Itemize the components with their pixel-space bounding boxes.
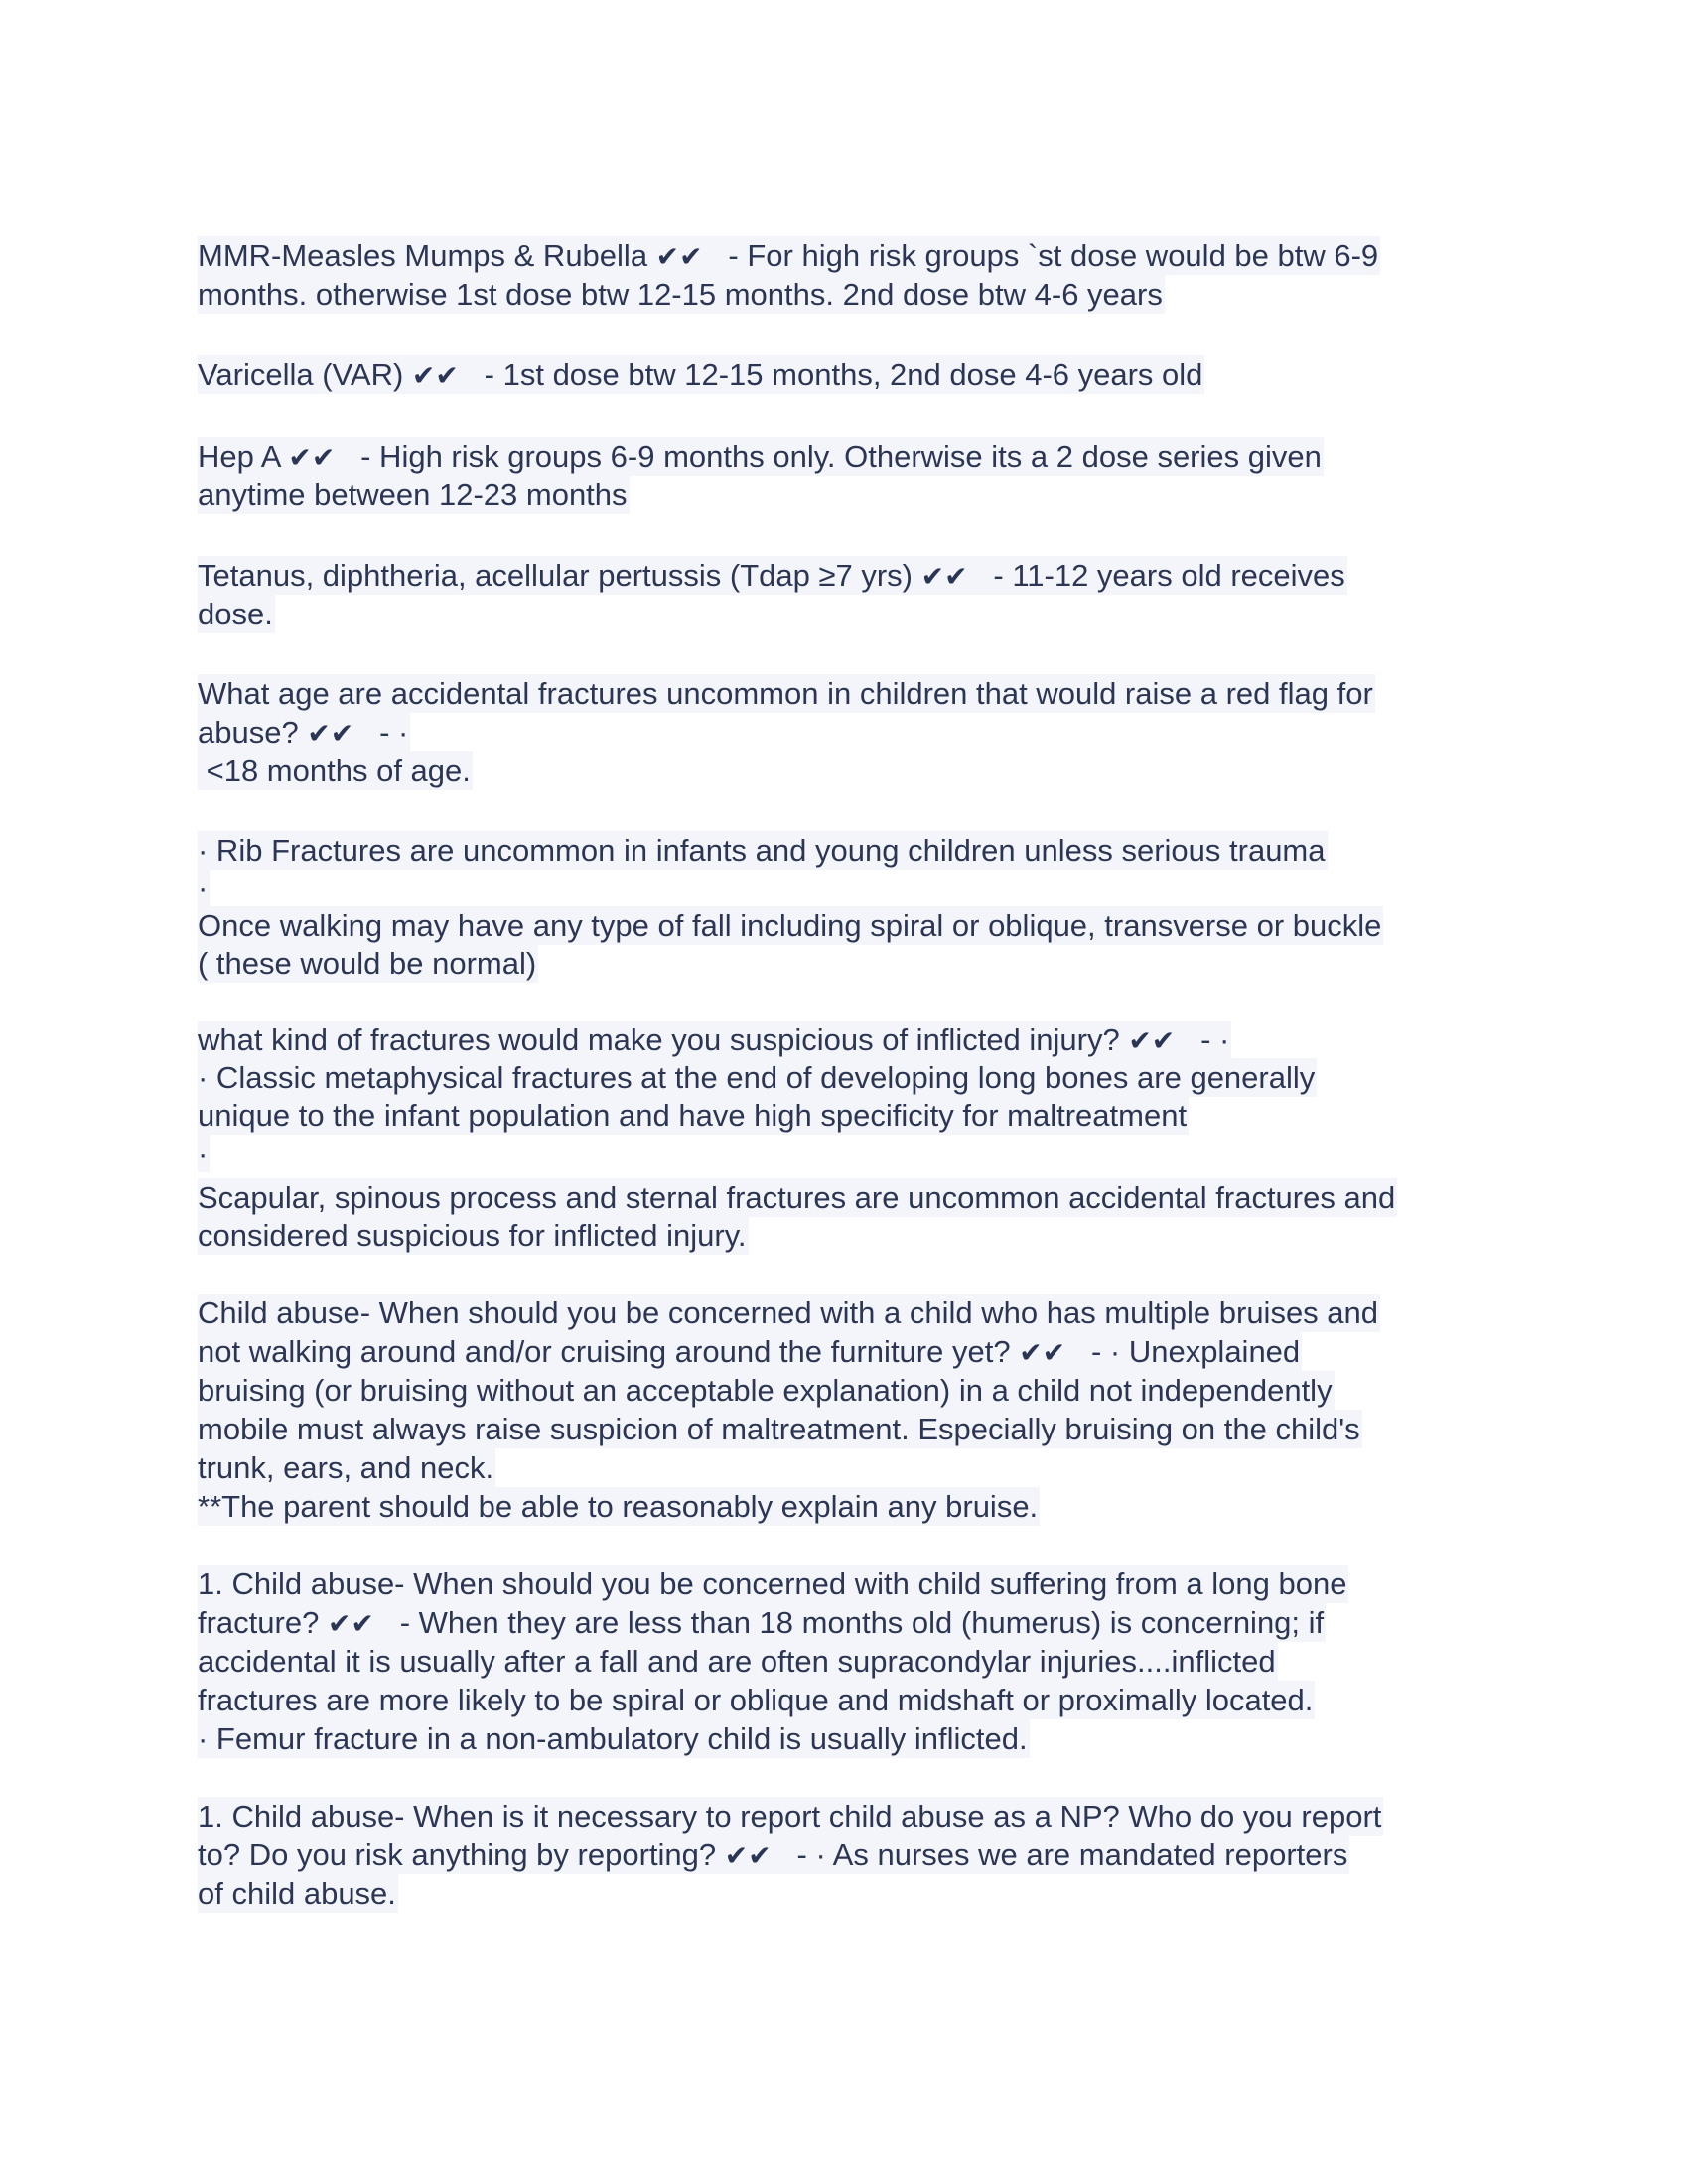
double-check-icon: ✔✔ bbox=[1128, 1024, 1176, 1057]
line-text: · bbox=[198, 871, 209, 905]
question-text: MMR-Measles Mumps & Rubella bbox=[198, 238, 656, 273]
text-line bbox=[198, 906, 1383, 945]
double-check-icon: ✔✔ bbox=[724, 1840, 772, 1872]
text-line bbox=[198, 1565, 1348, 1603]
question-text: what kind of fractures would make you suspicious of inflicted injury? bbox=[198, 1023, 1129, 1057]
text-line bbox=[198, 1332, 1302, 1371]
line-text: dose. bbox=[198, 597, 273, 631]
text-line bbox=[198, 595, 275, 633]
double-check-icon: ✔✔ bbox=[327, 1607, 374, 1640]
text-line bbox=[198, 1797, 1383, 1836]
answer-text: - High risk groups 6-9 months only. Otherwise its a 2 dose series given bbox=[335, 439, 1322, 474]
line-text: fractures are more likely to be spiral or oblique and midshaft or proximally located. bbox=[198, 1683, 1314, 1717]
line-text: Child abuse- When should you be concerned with a child who has multiple bruises and bbox=[198, 1296, 1379, 1330]
line-text: · bbox=[198, 1136, 209, 1170]
question-text: Tetanus, diphtheria, acellular pertussis (Tdap ≥7 yrs) bbox=[198, 558, 921, 593]
text-line bbox=[198, 556, 1347, 595]
text-line bbox=[198, 355, 1204, 394]
text-line bbox=[198, 831, 1328, 870]
line-text: Scapular, spinous process and sternal fractures are uncommon accidental fractures and bbox=[198, 1180, 1396, 1215]
text-line bbox=[198, 236, 1380, 275]
line-text: 1. Child abuse- When should you be concerned with child suffering from a long bone bbox=[198, 1567, 1347, 1601]
double-check-icon: ✔✔ bbox=[920, 560, 968, 593]
text-line bbox=[198, 713, 410, 751]
line-text: · Rib Fractures are uncommon in infants and young children unless serious trauma bbox=[198, 833, 1326, 868]
text-line bbox=[198, 1874, 398, 1913]
double-check-icon: ✔✔ bbox=[288, 441, 336, 474]
text-line bbox=[198, 1178, 1397, 1217]
answer-text: - · Unexplained bbox=[1065, 1334, 1301, 1369]
question-text: fracture? bbox=[198, 1605, 328, 1640]
question-text: Hep A bbox=[198, 439, 289, 474]
line-text: <18 months of age. bbox=[198, 753, 471, 788]
answer-text: - · bbox=[353, 715, 409, 750]
answer-text: - · bbox=[1175, 1023, 1230, 1057]
answer-text: - 1st dose btw 12-15 months, 2nd dose 4-6 years old bbox=[458, 357, 1203, 392]
line-text: · Classic metaphysical fractures at the end of developing long bones are generally bbox=[198, 1060, 1316, 1095]
text-line bbox=[198, 944, 538, 983]
double-check-icon: ✔✔ bbox=[1019, 1336, 1066, 1369]
question-text: abuse? bbox=[198, 715, 308, 750]
text-line bbox=[198, 751, 473, 790]
text-line bbox=[198, 1294, 1380, 1332]
text-line bbox=[198, 476, 630, 514]
line-text: considered suspicious for inflicted injury. bbox=[198, 1218, 747, 1253]
line-text: months. otherwise 1st dose btw 12-15 months. 2nd dose btw 4-6 years bbox=[198, 277, 1163, 312]
text-line bbox=[198, 1134, 210, 1172]
line-text: · Femur fracture in a non-ambulatory child is usually inflicted. bbox=[198, 1721, 1028, 1756]
line-text: of child abuse. bbox=[198, 1876, 396, 1911]
question-text: to? Do you risk anything by reporting? bbox=[198, 1838, 725, 1872]
line-text: unique to the infant population and have high specificity for maltreatment bbox=[198, 1098, 1188, 1133]
line-text: accidental it is usually after a fall and are often supracondylar injuries....inflicted bbox=[198, 1644, 1276, 1679]
answer-text: - 11-12 years old receives bbox=[967, 558, 1345, 593]
line-text: mobile must always raise suspicion of maltreatment. Especially bruising on the child's bbox=[198, 1412, 1360, 1446]
text-line bbox=[198, 1487, 1040, 1526]
line-text: trunk, ears, and neck. bbox=[198, 1450, 494, 1485]
line-text: ( these would be normal) bbox=[198, 946, 537, 981]
text-line bbox=[198, 1642, 1278, 1681]
text-line bbox=[198, 1836, 1349, 1874]
text-line bbox=[198, 275, 1165, 314]
text-line bbox=[198, 1058, 1317, 1097]
text-line bbox=[198, 1719, 1030, 1758]
text-line bbox=[198, 1371, 1335, 1410]
question-text: Varicella (VAR) bbox=[198, 357, 412, 392]
line-text: Once walking may have any type of fall including spiral or oblique, transverse or buckle bbox=[198, 908, 1382, 943]
text-line bbox=[198, 1096, 1189, 1135]
text-line bbox=[198, 1410, 1362, 1448]
line-text: What age are accidental fractures uncommon in children that would raise a red flag for bbox=[198, 676, 1373, 711]
text-line bbox=[198, 1216, 749, 1255]
text-line bbox=[198, 869, 210, 907]
question-text: not walking around and/or cruising around the furniture yet? bbox=[198, 1334, 1020, 1369]
text-line bbox=[198, 1448, 495, 1487]
text-line bbox=[198, 674, 1375, 713]
line-text: bruising (or bruising without an acceptable explanation) in a child not independently bbox=[198, 1373, 1333, 1408]
line-text: **The parent should be able to reasonably explain any bruise. bbox=[198, 1489, 1039, 1524]
double-check-icon: ✔✔ bbox=[307, 717, 354, 750]
double-check-icon: ✔✔ bbox=[655, 240, 703, 273]
line-text: anytime between 12-23 months bbox=[198, 478, 628, 512]
line-text: 1. Child abuse- When is it necessary to report child abuse as a NP? Who do you report bbox=[198, 1799, 1382, 1834]
text-line bbox=[198, 437, 1324, 476]
text-line bbox=[198, 1021, 1231, 1059]
answer-text: - · As nurses we are mandated reporters bbox=[771, 1838, 1348, 1872]
answer-text: - When they are less than 18 months old (humerus) is concerning; if bbox=[373, 1605, 1325, 1640]
text-line bbox=[198, 1603, 1326, 1642]
text-line bbox=[198, 1681, 1315, 1719]
double-check-icon: ✔✔ bbox=[411, 359, 459, 392]
answer-text: - For high risk groups `st dose would be btw 6-9 bbox=[702, 238, 1379, 273]
